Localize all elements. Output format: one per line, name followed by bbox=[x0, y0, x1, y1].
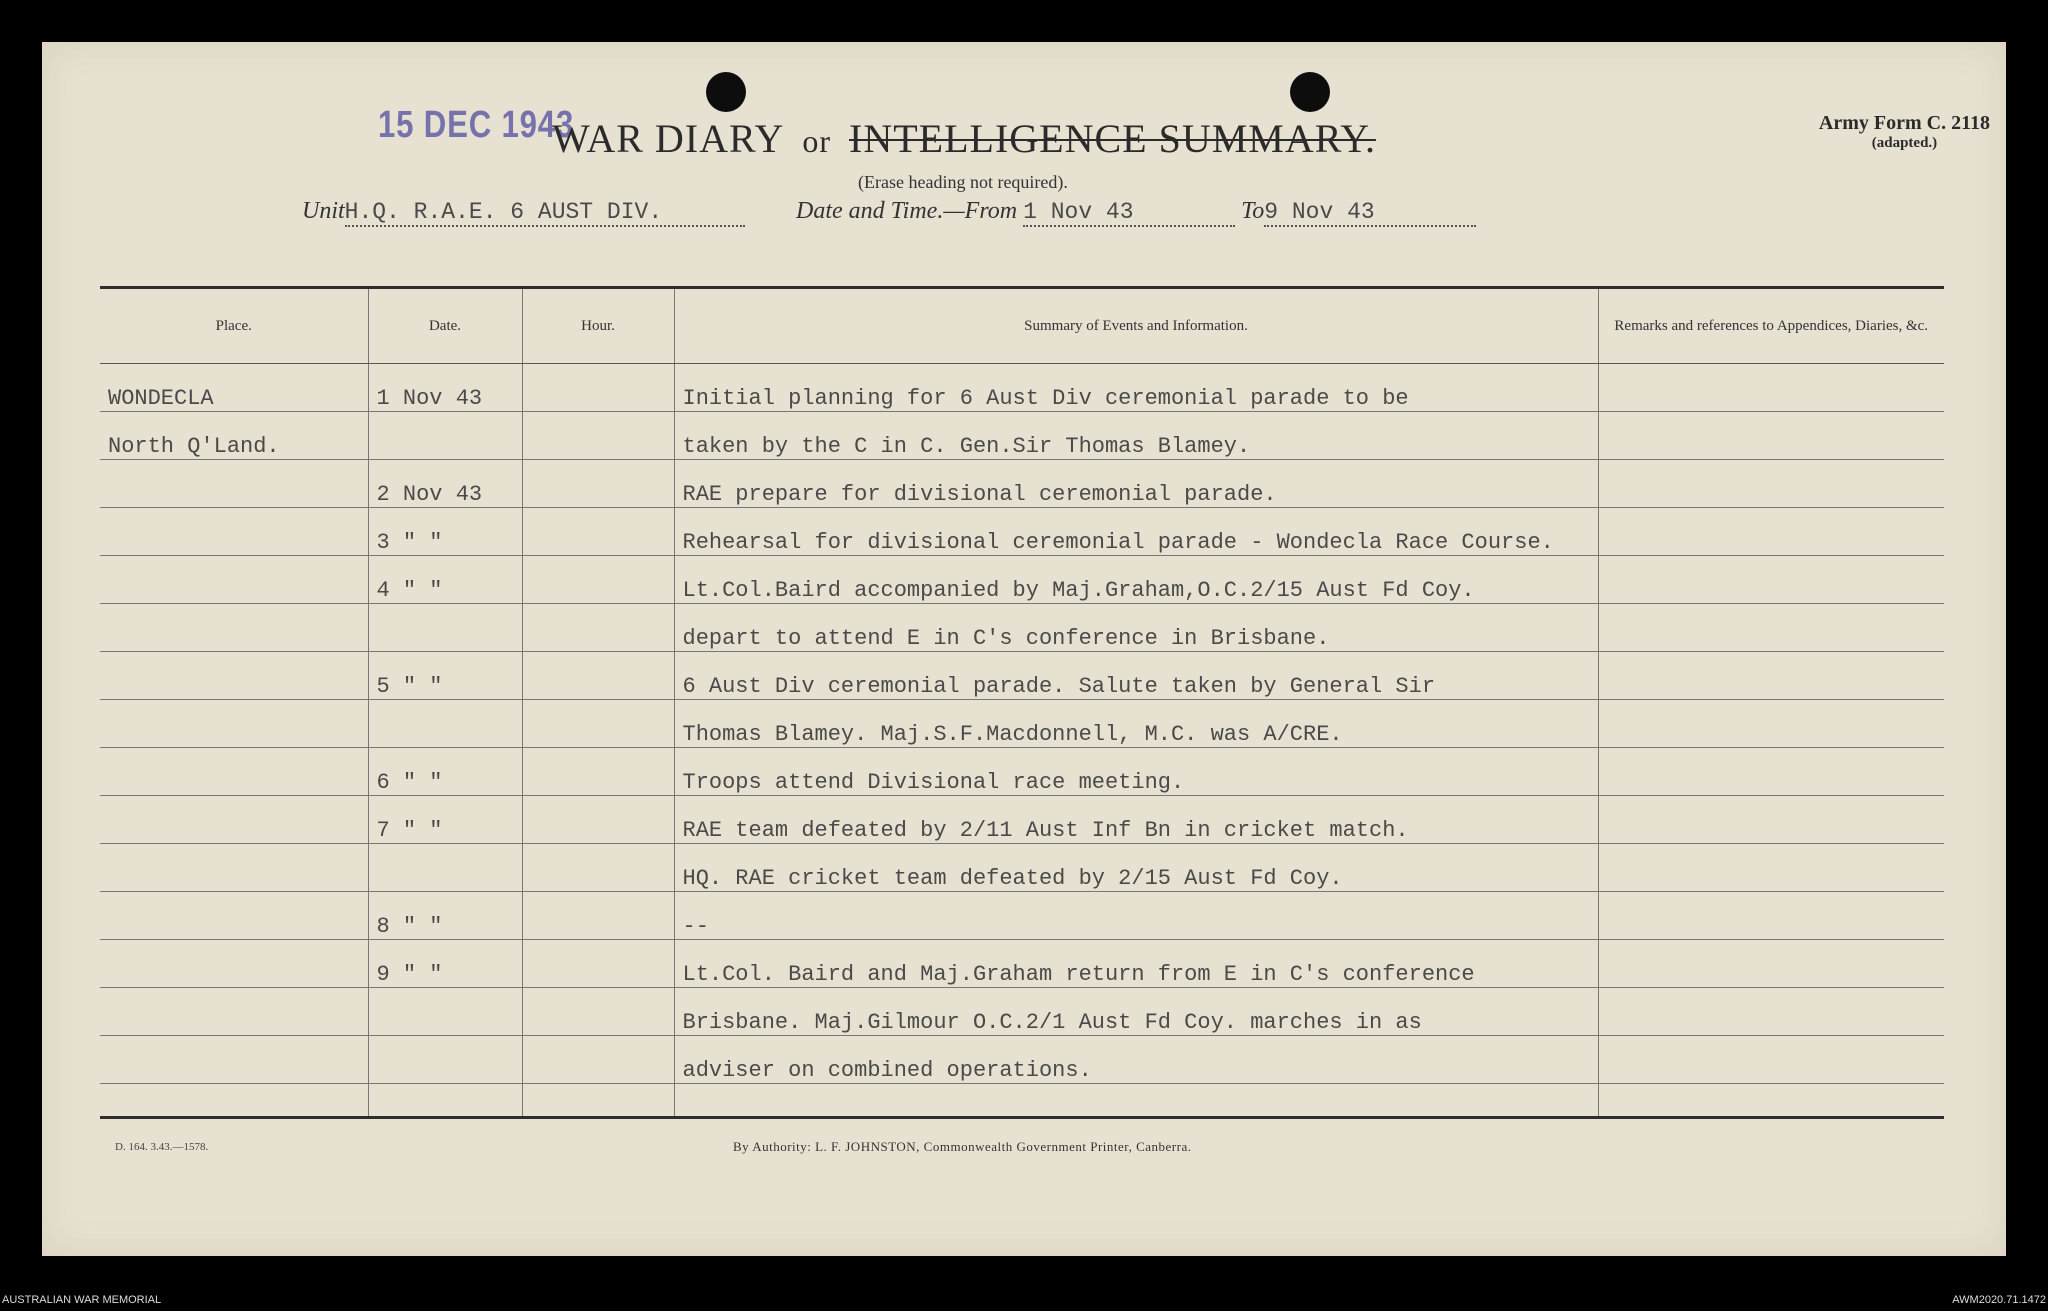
cell-summary: Initial planning for 6 Aust Div ceremonial parade to be bbox=[674, 364, 1598, 412]
cell-summary: 6 Aust Div ceremonial parade. Salute taken by General Sir bbox=[674, 652, 1598, 700]
diary-table bbox=[100, 286, 1944, 1119]
cell-date: 2 Nov 43 bbox=[368, 460, 522, 508]
cell-place bbox=[100, 508, 368, 556]
cell-hour bbox=[522, 988, 674, 1036]
cell-remarks bbox=[1598, 1036, 1944, 1084]
cell-place bbox=[100, 844, 368, 892]
unit-field bbox=[302, 198, 745, 227]
cell-place bbox=[100, 748, 368, 796]
archive-caption: AUSTRALIAN WAR MEMORIAL bbox=[2, 1294, 162, 1306]
form-adapted: (adapted.) bbox=[1871, 135, 1938, 151]
cell-remarks bbox=[1598, 460, 1944, 508]
column-header-hour: Hour. bbox=[522, 288, 674, 364]
cell-date: 9 " " bbox=[368, 940, 522, 988]
cell-place bbox=[100, 940, 368, 988]
table-header bbox=[100, 288, 1944, 364]
cell-remarks bbox=[1598, 796, 1944, 844]
cell-summary: taken by the C in C. Gen.Sir Thomas Blamey. bbox=[674, 412, 1598, 460]
cell-date bbox=[368, 412, 522, 460]
cell-date: 4 " " bbox=[368, 556, 522, 604]
cell-date: 8 " " bbox=[368, 892, 522, 940]
cell-hour bbox=[522, 652, 674, 700]
print-code: D. 164. 3.43.—1578. bbox=[115, 1141, 209, 1153]
cell-date bbox=[368, 700, 522, 748]
title-or: or bbox=[802, 123, 831, 159]
cell-hour bbox=[522, 892, 674, 940]
form-number: Army Form C. 2118 bbox=[1818, 112, 1990, 134]
table-row bbox=[100, 844, 1944, 892]
table-row bbox=[100, 940, 1944, 988]
cell-summary: Rehearsal for divisional ceremonial parade - Wondecla Race Course. bbox=[674, 508, 1598, 556]
cell-place: WONDECLA bbox=[100, 364, 368, 412]
printer-authority: By Authority: L. F. JOHNSTON, Commonwealth Government Printer, Canberra. bbox=[733, 1139, 1192, 1154]
cell-place bbox=[100, 988, 368, 1036]
cell-remarks bbox=[1598, 892, 1944, 940]
archive-reference: AWM2020.71.1472 bbox=[1952, 1294, 2046, 1306]
unit-value: H.Q. R.A.E. 6 AUST DIV. bbox=[345, 199, 745, 227]
cell-place bbox=[100, 700, 368, 748]
form-reference bbox=[1819, 112, 1990, 152]
cell-summary: HQ. RAE cricket team defeated by 2/15 Aust Fd Coy. bbox=[674, 844, 1598, 892]
cell-remarks bbox=[1598, 1084, 1944, 1118]
cell-summary: -- bbox=[674, 892, 1598, 940]
cell-hour bbox=[522, 412, 674, 460]
table-row bbox=[100, 364, 1944, 412]
cell-date bbox=[368, 988, 522, 1036]
cell-summary: Lt.Col.Baird accompanied by Maj.Graham,O.C.2/15 Aust Fd Coy. bbox=[674, 556, 1598, 604]
cell-date: 7 " " bbox=[368, 796, 522, 844]
cell-summary: depart to attend E in C's conference in Brisbane. bbox=[674, 604, 1598, 652]
table-row bbox=[100, 460, 1944, 508]
cell-date: 6 " " bbox=[368, 748, 522, 796]
cell-place bbox=[100, 1036, 368, 1084]
column-header-date: Date. bbox=[368, 288, 522, 364]
cell-date: 1 Nov 43 bbox=[368, 364, 522, 412]
punch-hole bbox=[706, 72, 746, 112]
cell-date bbox=[368, 1084, 522, 1118]
cell-remarks bbox=[1598, 700, 1944, 748]
table-row bbox=[100, 700, 1944, 748]
cell-remarks bbox=[1598, 940, 1944, 988]
cell-date bbox=[368, 1036, 522, 1084]
cell-hour bbox=[522, 940, 674, 988]
cell-summary bbox=[674, 1084, 1598, 1118]
cell-hour bbox=[522, 844, 674, 892]
title-struck-heading: INTELLIGENCE SUMMARY. bbox=[849, 116, 1376, 161]
cell-hour bbox=[522, 508, 674, 556]
cell-date bbox=[368, 844, 522, 892]
cell-place bbox=[100, 1084, 368, 1118]
table-row bbox=[100, 1036, 1944, 1084]
cell-summary: RAE team defeated by 2/11 Aust Inf Bn in cricket match. bbox=[674, 796, 1598, 844]
cell-date: 5 " " bbox=[368, 652, 522, 700]
cell-place bbox=[100, 556, 368, 604]
table-row bbox=[100, 556, 1944, 604]
table-row bbox=[100, 796, 1944, 844]
cell-hour bbox=[522, 700, 674, 748]
cell-remarks bbox=[1598, 844, 1944, 892]
cell-place: North Q'Land. bbox=[100, 412, 368, 460]
cell-place bbox=[100, 796, 368, 844]
cell-date bbox=[368, 604, 522, 652]
erase-note: (Erase heading not required). bbox=[858, 172, 1068, 192]
table-row bbox=[100, 892, 1944, 940]
date-stamp: 15 DEC 1943 bbox=[378, 104, 575, 146]
column-header-place: Place. bbox=[100, 288, 368, 364]
column-header-remarks: Remarks and references to Appendices, Diaries, &c. bbox=[1598, 288, 1944, 364]
date-from-label: Date and Time.—From bbox=[796, 198, 1018, 224]
cell-hour bbox=[522, 796, 674, 844]
cell-summary: Brisbane. Maj.Gilmour O.C.2/1 Aust Fd Coy. marches in as bbox=[674, 988, 1598, 1036]
cell-remarks bbox=[1598, 364, 1944, 412]
table-row bbox=[100, 508, 1944, 556]
page-title bbox=[552, 115, 1376, 162]
cell-summary: adviser on combined operations. bbox=[674, 1036, 1598, 1084]
cell-hour bbox=[522, 460, 674, 508]
table-row bbox=[100, 604, 1944, 652]
cell-hour bbox=[522, 364, 674, 412]
cell-place bbox=[100, 604, 368, 652]
cell-remarks bbox=[1598, 748, 1944, 796]
cell-place bbox=[100, 892, 368, 940]
cell-hour bbox=[522, 604, 674, 652]
cell-hour bbox=[522, 748, 674, 796]
cell-place bbox=[100, 460, 368, 508]
date-to-value: 9 Nov 43 bbox=[1264, 199, 1476, 227]
cell-remarks bbox=[1598, 556, 1944, 604]
cell-hour bbox=[522, 1084, 674, 1118]
cell-remarks bbox=[1598, 604, 1944, 652]
cell-summary: RAE prepare for divisional ceremonial parade. bbox=[674, 460, 1598, 508]
unit-label: Unit bbox=[302, 198, 345, 224]
date-time-field bbox=[796, 198, 1476, 227]
date-from-value: 1 Nov 43 bbox=[1023, 199, 1235, 227]
cell-summary: Lt.Col. Baird and Maj.Graham return from E in C's conference bbox=[674, 940, 1598, 988]
cell-summary: Thomas Blamey. Maj.S.F.Macdonnell, M.C. was A/CRE. bbox=[674, 700, 1598, 748]
table-row bbox=[100, 748, 1944, 796]
cell-remarks bbox=[1598, 988, 1944, 1036]
table-row bbox=[100, 988, 1944, 1036]
cell-hour bbox=[522, 556, 674, 604]
cell-remarks bbox=[1598, 652, 1944, 700]
cell-remarks bbox=[1598, 508, 1944, 556]
table-row bbox=[100, 652, 1944, 700]
punch-hole bbox=[1290, 72, 1330, 112]
table-row bbox=[100, 412, 1944, 460]
cell-place bbox=[100, 652, 368, 700]
date-to-label: To bbox=[1241, 198, 1265, 224]
cell-remarks bbox=[1598, 412, 1944, 460]
cell-hour bbox=[522, 1036, 674, 1084]
column-header-summary: Summary of Events and Information. bbox=[674, 288, 1598, 364]
cell-date: 3 " " bbox=[368, 508, 522, 556]
title-war-diary: WAR DIARY bbox=[552, 116, 785, 161]
cell-summary: Troops attend Divisional race meeting. bbox=[674, 748, 1598, 796]
table-row bbox=[100, 1084, 1944, 1118]
